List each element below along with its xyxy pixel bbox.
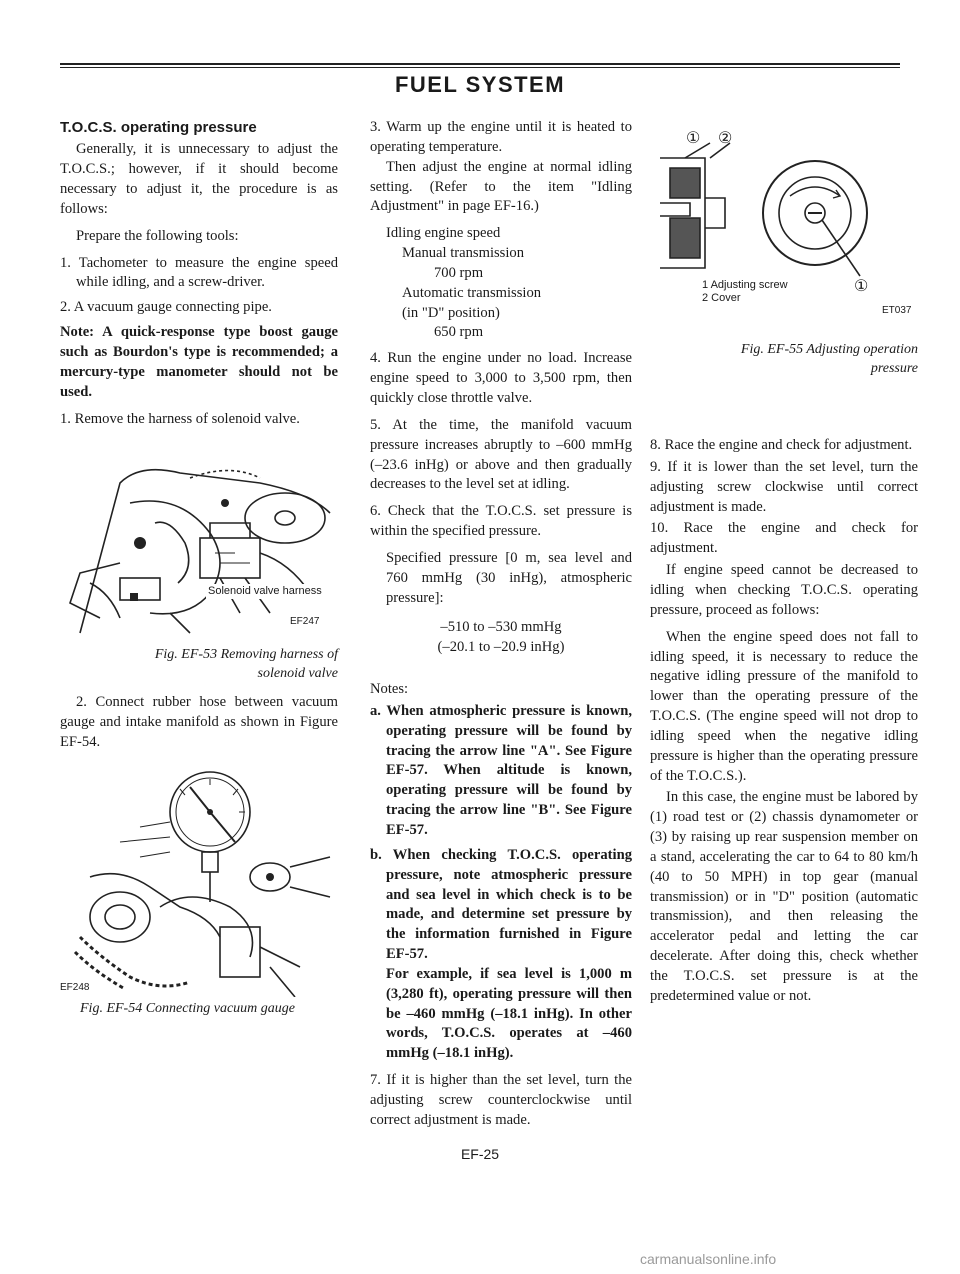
watermark: carmanualsonline.info (640, 1251, 777, 1267)
spec-value-mmhg: –510 to –530 mmHg (440, 619, 562, 636)
step-2: 2. Connect rubber hose between vacuum gauge and intake manifold as shown in Figure EF-54. (60, 694, 338, 751)
idle-title: Idling engine speed (386, 225, 501, 242)
column-middle (370, 118, 632, 1138)
column-left (60, 118, 338, 1028)
fig55-callout-1: ① (686, 130, 701, 147)
fig54-code: EF248 (60, 981, 90, 993)
step-8: 8. Race the engine and check for adjustment. (650, 437, 913, 454)
page-title: FUEL SYSTEM (394, 72, 566, 97)
step-1: 1. Remove the harness of solenoid valve. (60, 410, 300, 427)
fig54-caption: Fig. EF-54 Connecting vacuum gauge (80, 1000, 296, 1016)
fig53-caption: Fig. EF-53 Removing harness of solenoid valve (154, 647, 338, 682)
header-rule-thin (60, 67, 900, 68)
column-right (650, 118, 918, 1014)
fig55-callout-1b: ① (854, 278, 869, 295)
notes-title: Notes: (370, 681, 409, 698)
note-b: b. When checking T.O.C.S. operating pressure, note atmospheric pressure and sea level in which check is to be made, and determine set pressure by the information furnished in Figure EF-57. (370, 846, 632, 963)
paragraph-reduce-pressure: When the engine speed does not fall to idling speed, it is necessary to reduce the negative idling pressure of the manifold to lower than the operating pressure of the T.O.C.S. (The engine speed will not drop to idling speed when the negative idling pressure is higher than the operating pressure of the T.O.C.S.). (650, 628, 918, 784)
paragraph-idle-not-decreased: If engine speed cannot be decreased to idling when checking T.O.C.S. operating pressure, proceed as follows: (650, 562, 918, 618)
step-9: 9. If it is lower than the set level, turn the adjusting screw clockwise until correct adjustment is made. (650, 458, 918, 515)
figure-ef55 (650, 130, 918, 338)
specified-pressure: Specified pressure [0 m, sea level and 760 mmHg (30 inHg), atmospheric pressure]: (386, 549, 632, 606)
fig53-label: Solenoid valve harness (208, 585, 322, 598)
step-4: 4. Run the engine under no load. Increase engine speed to 3,000 to 3,500 rpm, then quickly close throttle valve. (370, 350, 632, 406)
note-a: a. When atmospheric pressure is known, operating pressure will be found by tracing the arrow line "A". See Figure EF-57. When altitude is known, operating pressure will be found by tracing the arrow line "B". See Figure EF-57. (370, 702, 632, 838)
idling-speed-block (370, 224, 632, 343)
fig55-code: ET037 (882, 305, 912, 316)
step-5: 5. At the time, the manifold vacuum pressure increases abruptly to –600 mmHg (–23.6 inHg) or above and then gradually decreases to the level set at idling. (370, 416, 632, 493)
prep-text: Prepare the following tools: (76, 227, 239, 244)
solenoid-harness-illustration (60, 443, 338, 643)
manual-rpm: 700 rpm (434, 264, 484, 281)
step-7: 7. If it is higher than the set level, turn the adjusting screw counterclockwise until correct adjustment is made. (370, 1072, 632, 1128)
fig55-callout-2: ② (718, 130, 733, 147)
automatic-transmission: Automatic transmission (402, 284, 542, 301)
automatic-rpm: 650 rpm (434, 324, 484, 341)
fig55-legend-2: 2 Cover (702, 292, 741, 304)
manual-transmission: Manual transmission (402, 245, 525, 262)
paragraph-labor-engine: In this case, the engine must be labored by (1) road test or (2) chassis dynamometer or (3) by raising up rear suspension member on a stand, accelerating the car to 64 to 80 km/h (40 to 50 MPH) in top gear (manual transmission) or in "D" position (automatic transmission), and then releasing the accelerator pedal and letting the car decelerate. After doing this, check whether the T.O.C.S. set pressure is at the predetermined value or not. (650, 789, 918, 1004)
figure-ef54 (60, 767, 338, 997)
header-rule (60, 63, 900, 65)
figure-ef53 (60, 443, 338, 643)
tool-1: 1. Tachometer to measure the engine speed while idling, and a screw-driver. (60, 254, 338, 291)
vacuum-gauge-illustration (60, 767, 338, 997)
fig55-caption: Fig. EF-55 Adjusting operation pressure (740, 342, 918, 377)
step-3-continued: Then adjust the engine at normal idling setting. (Refer to the item "Idling Adjustment" in page EF-16.) (370, 158, 632, 215)
fig53-code: EF247 (290, 616, 320, 628)
step-10: 10. Race the engine and check for adjustment. (650, 520, 918, 557)
note-boost-gauge: Note: A quick-response type boost gauge such as Bourdon's type is recommended; a mercury-type manometer should not be used. (60, 324, 338, 400)
intro-paragraph: Generally, it is unnecessary to adjust the T.O.C.S.; however, if it should become necessary to adjust it, the procedure is as follows: (60, 141, 338, 217)
adjusting-screw-illustration (650, 138, 918, 288)
step-6: 6. Check that the T.O.C.S. set pressure is within the specified pressure. (370, 503, 632, 540)
tool-2: 2. A vacuum gauge connecting pipe. (60, 299, 272, 316)
fig55-legend-1: 1 Adjusting screw (702, 279, 788, 291)
section-title: T.O.C.S. operating pressure (60, 119, 257, 136)
spec-value-inhg: (–20.1 to –20.9 inHg) (437, 639, 565, 656)
automatic-position: (in "D" position) (402, 304, 500, 321)
note-b-example: For example, if sea level is 1,000 m (3,280 ft), operating pressure will then be –460 mmHg (–18.1 inHg). In other words, T.O.C.S. operates at –460 mmHg (–18.1 inHg). (386, 965, 632, 1062)
step-3: 3. Warm up the engine until it is heated to operating temperature. (370, 119, 632, 155)
page-number: EF-25 (460, 1146, 500, 1162)
